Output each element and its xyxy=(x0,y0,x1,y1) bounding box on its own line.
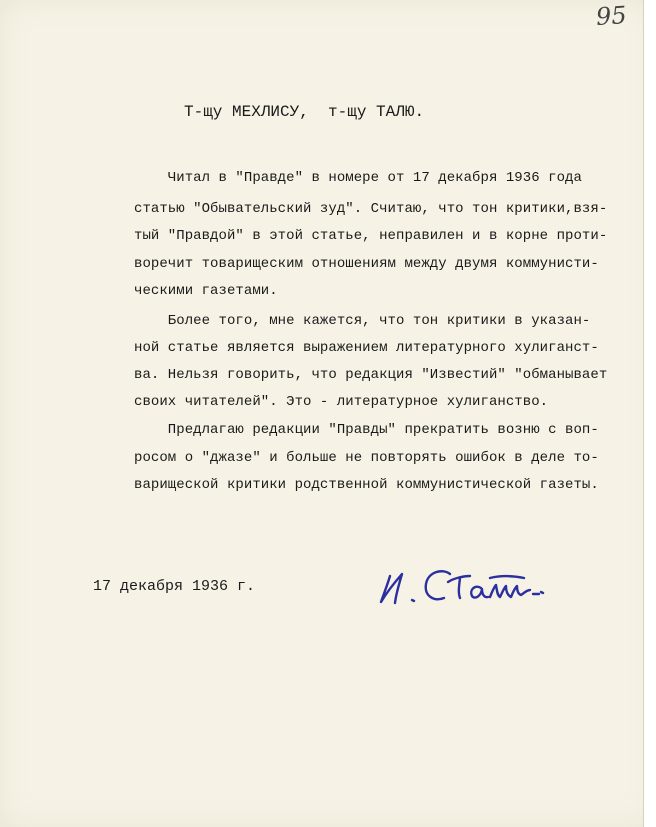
signature-drawing xyxy=(378,548,578,618)
paragraph-3-line-3: варищеской критики родственной коммунистической газеты. xyxy=(134,477,599,493)
page-right-margin xyxy=(644,0,656,827)
paragraph-1-line-2: статью "Обывательский зуд". Считаю, что тон критики,взя- xyxy=(134,201,608,217)
paragraph-3-line-2: росом о "джазе" и больше не повторять ошибок в деле то- xyxy=(134,450,599,466)
page-number: 95 xyxy=(595,0,628,32)
paragraph-2-line-1: Более того, мне кажется, что тон критики в указан- xyxy=(134,313,591,329)
paragraph-2-line-4: своих читателей". Это - литературное хулиганство. xyxy=(134,394,549,410)
paragraph-3-line-1: Предлагаю редакции "Правды" прекратить возню с воп- xyxy=(134,422,599,438)
date-line: 17 декабря 1936 г. xyxy=(93,578,256,595)
paragraph-1-line-5: ческими газетами. xyxy=(134,283,278,299)
paragraph-1-line-3: тый "Правдой" в этой статье, неправилен и в корне проти- xyxy=(134,228,608,244)
paragraph-1-line-1: Читал в "Правде" в номере от 17 декабря 1936 года xyxy=(134,170,582,186)
paragraph-2-line-2: ной статье является выражением литературного хулиганст- xyxy=(134,340,599,356)
paragraph-1-line-4: воречит товарищеским отношениям между двумя коммунисти- xyxy=(134,256,599,272)
handwritten-signature xyxy=(378,548,578,618)
paragraph-2-line-3: ва. Нельзя говорить, что редакция "Известий" "обманывает xyxy=(134,367,608,383)
page-edge xyxy=(643,0,644,827)
addressee-line: Т-щу МЕХЛИСУ, т-щу ТАЛЮ. xyxy=(184,103,425,121)
